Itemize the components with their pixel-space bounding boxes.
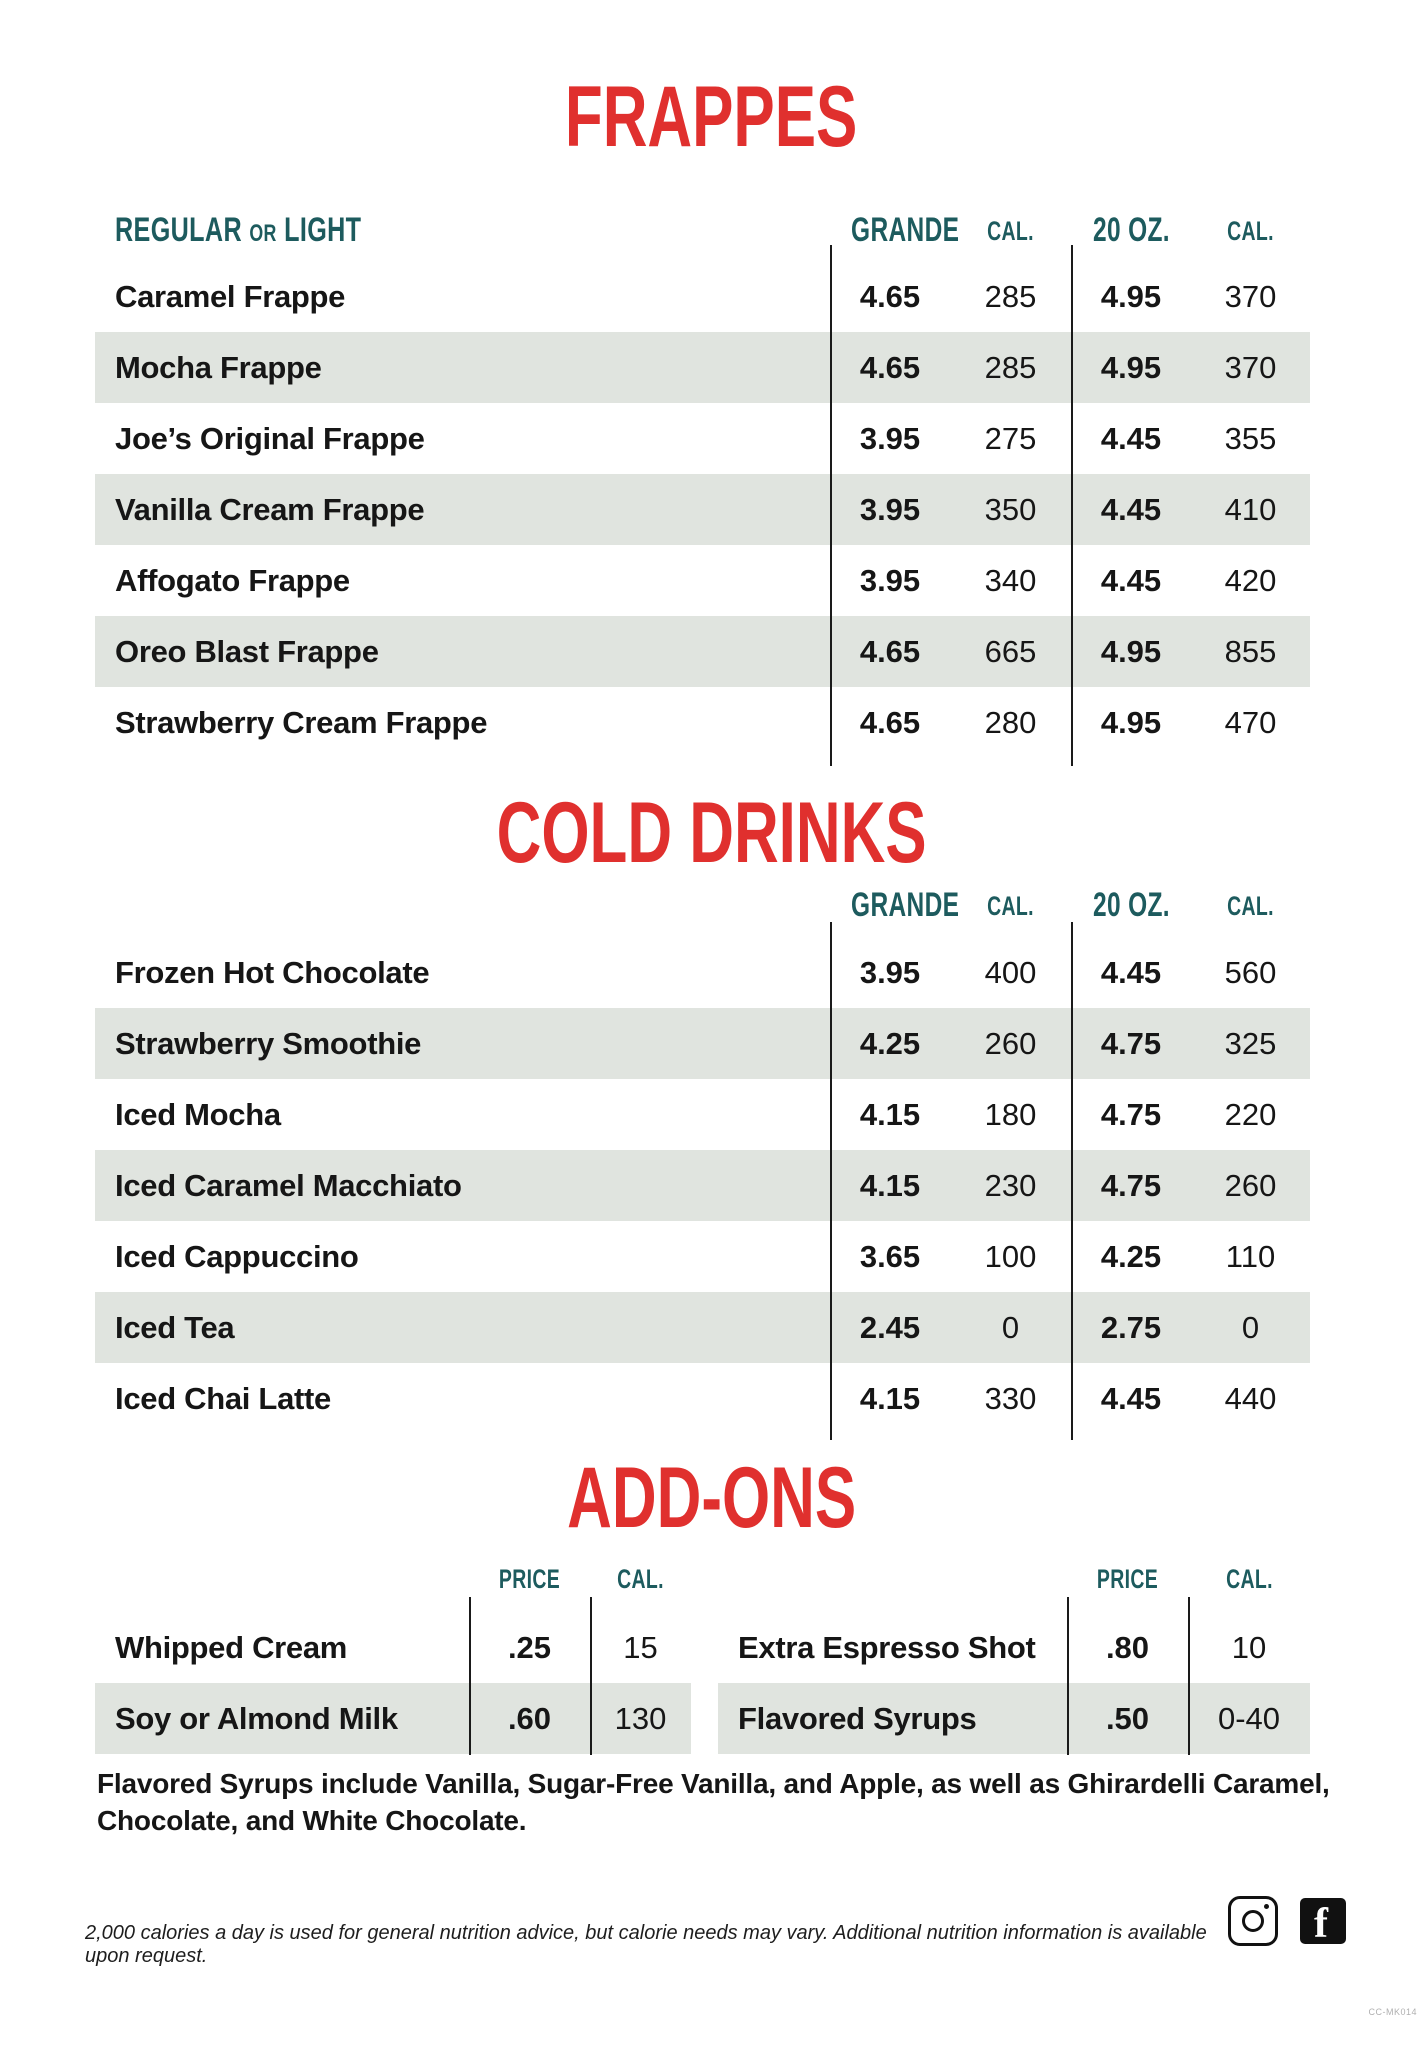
facebook-icon: f	[1300, 1898, 1346, 1944]
cold-drinks-title: COLD DRINKS	[496, 785, 927, 881]
flavored-syrups-note: Flavored Syrups include Vanilla, Sugar-Free Vanilla, and Apple, as well as Ghirardelli Caramel, Chocolate, and White Chocolate.	[97, 1768, 1330, 1836]
table-row: Oreo Blast Frappe 4.65 665 4.95 855	[95, 616, 1310, 687]
column-header-grande: GRANDE	[851, 210, 960, 249]
document-code: CC-MK014	[1368, 2007, 1417, 2017]
table-row: Extra Espresso Shot .80 10	[738, 1629, 1267, 1665]
table-row: Joe’s Original Frappe 3.95 275 4.45 355	[115, 420, 1277, 456]
column-header-cal: CAL.	[987, 216, 1034, 246]
social-icons	[1228, 1896, 1346, 1946]
table-row: Strawberry Cream Frappe 4.65 280 4.95 470	[115, 704, 1277, 740]
table-row: Strawberry Smoothie 4.25 260 4.75 325	[95, 1008, 1310, 1079]
column-header-price: PRICE	[498, 1564, 561, 1594]
divider	[590, 1597, 592, 1755]
divider	[1071, 245, 1073, 766]
divider	[1067, 1597, 1069, 1755]
column-header-cal: CAL.	[1225, 1564, 1273, 1594]
divider	[830, 922, 832, 1440]
cold-drinks-table	[95, 937, 1310, 1434]
table-row: Iced Chai Latte 4.15 330 4.45 440	[115, 1380, 1277, 1416]
divider	[1188, 1597, 1190, 1755]
table-row: Soy or Almond Milk .60 130	[95, 1683, 691, 1754]
column-header-20oz: 20 OZ.	[1092, 210, 1170, 249]
column-header-cal: CAL.	[1227, 891, 1274, 921]
column-header-cal: CAL.	[617, 1564, 664, 1594]
table-row: Iced Mocha 4.15 180 4.75 220	[115, 1096, 1277, 1132]
add-ons-table	[95, 1612, 1310, 1754]
column-header-price: PRICE	[1096, 1564, 1159, 1594]
cold-drinks-header-row	[95, 880, 1310, 930]
table-row: Iced Tea 2.45 0 2.75 0	[95, 1292, 1310, 1363]
divider	[1071, 922, 1073, 1440]
table-row: Affogato Frappe 3.95 340 4.45 420	[115, 562, 1277, 598]
nutrition-disclaimer: 2,000 calories a day is used for general nutrition advice, but calorie needs may vary. Additional nutrition information is available upon request.	[85, 1922, 1207, 1967]
frappes-header-row	[95, 205, 1310, 255]
table-row: Mocha Frappe 4.65 285 4.95 370	[95, 332, 1310, 403]
frappes-title: FRAPPES	[565, 69, 858, 165]
column-header-20oz: 20 OZ.	[1092, 885, 1170, 924]
frappes-label-header: REGULAR OR LIGHT	[115, 210, 362, 249]
divider	[469, 1597, 471, 1755]
add-ons-title: ADD-ONS	[567, 1450, 856, 1546]
table-row: Frozen Hot Chocolate 3.95 400 4.45 560	[115, 954, 1277, 990]
table-row: Caramel Frappe 4.65 285 4.95 370	[115, 278, 1277, 314]
instagram-icon	[1228, 1896, 1278, 1946]
divider	[830, 245, 832, 766]
table-row: Iced Cappuccino 3.65 100 4.25 110	[115, 1238, 1276, 1274]
add-ons-header-row	[95, 1553, 1310, 1603]
column-header-cal: CAL.	[987, 891, 1034, 921]
column-header-cal: CAL.	[1227, 216, 1274, 246]
table-row: Flavored Syrups .50 0-40	[718, 1683, 1310, 1754]
table-row: Vanilla Cream Frappe 3.95 350 4.45 410	[95, 474, 1310, 545]
column-header-grande: GRANDE	[851, 885, 960, 924]
frappes-table	[95, 261, 1310, 758]
table-row: Whipped Cream .25 15	[115, 1629, 658, 1665]
table-row: Iced Caramel Macchiato 4.15 230 4.75 260	[95, 1150, 1310, 1221]
